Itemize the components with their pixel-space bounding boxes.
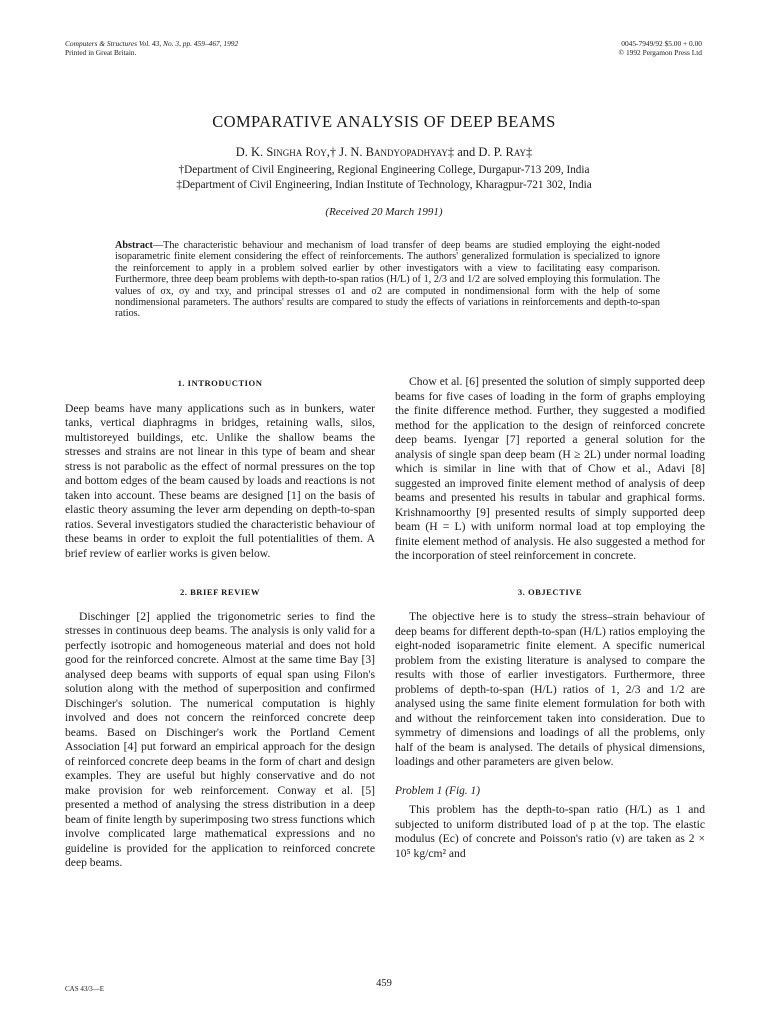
author-3-mark: ‡ xyxy=(526,145,533,159)
author-3-initials: D. P. xyxy=(478,145,506,159)
section-heading-brief-review: 2. BRIEF REVIEW xyxy=(179,587,260,597)
section-heading-introduction: 1. INTRODUCTION xyxy=(177,378,263,388)
right-column xyxy=(395,375,705,861)
review-continuation-paragraph: Chow et al. [6] presented the solution of simply supported deep beams for five cases of loading in the form of graphs employing the finite difference method. Further, they suggested a modified method for the application to the design of reinforced concrete deep beams. Iyengar [7] reported a general solution for the analysis of single span deep beam (H ≥ 2L) under normal loading which is similar in line with that of Chow et al., Adavi [8] suggested an improved finite element method of analysis of deep beams and presented his results in tabular and graphical forms. Krishnamoorthy [9] presented results of simply supported deep beam (H = L) with uniform normal load at top employing the finite element method of analysis. He also suggested a method for the incorporation of steel reinforcement in concrete. xyxy=(395,375,705,562)
journal-header-right xyxy=(619,39,703,57)
affiliation-1: †Department of Civil Engineering, Regional Engineering College, Durgapur-713 209, India xyxy=(178,164,590,176)
author-2-initials: J. N. xyxy=(339,145,366,159)
author-2-name: Bandyopadhyay xyxy=(365,145,448,159)
left-column xyxy=(65,376,375,871)
received-date: (Received 20 March 1991) xyxy=(325,206,443,218)
paper-title: COMPARATIVE ANALYSIS OF DEEP BEAMS xyxy=(212,112,556,131)
section-heading-objective: 3. OBJECTIVE xyxy=(517,586,583,597)
problem-1-heading: Problem 1 (Fig. 1) xyxy=(395,784,480,797)
author-3-name: Ray xyxy=(505,145,526,159)
journal-citation: Computers & Structures Vol. 43, No. 3, pp. 459–467, 1992 xyxy=(65,39,239,48)
footer-code: CAS 43/3—E xyxy=(65,985,105,993)
affiliation-2: ‡Department of Civil Engineering, Indian Institute of Technology, Kharagpur-721 302, India xyxy=(176,179,592,191)
abstract xyxy=(115,240,660,320)
problem-1-paragraph: This problem has the depth-to-span ratio (H/L) as 1 and subjected to uniform distributed load of p at the top. The elastic modulus (Ec) of concrete and Poisson's ratio (ν) are taken as 2 × 10⁵ kg/cm² and xyxy=(395,803,705,860)
copyright: © 1992 Pergamon Press Ltd xyxy=(618,48,702,57)
introduction-paragraph: Deep beams have many applications such as in bunkers, water tanks, vertical diaphragms in bridges, retaining walls, silos, multistoreyed buildings, etc. Unlike the shallow beams the stresses and strains are not linear in this type of beam and shear stress is not parabolic as the effect of normal pressures on the top and bottom edges of the beam caused by loads and reactions is not taken into account. These beams are designed [1] on the basis of elastic theory assuming the lever arm depending on depth-to-span ratios. Several investigators studied the characteristic behaviour of these beams in order to exploit the full potentialities of them. A brief review of earlier works is given below. xyxy=(65,401,375,560)
author-1-initials: D. K. xyxy=(235,145,267,159)
author-2-mark: ‡ and xyxy=(447,145,479,159)
abstract-label: Abstract xyxy=(115,240,153,251)
price-code: 0045-7949/92 $5.00 + 0.00 xyxy=(621,39,702,48)
author-line xyxy=(0,145,768,160)
abstract-text: —The characteristic behaviour and mechanism of load transfer of deep beams are studied employing the eight-noded isoparametric finite element considering the effect of reinforcements. The authors' generalized formulation is specialized to ignore the reinforcement to apply in a problem solved earlier by other investigators with a view to facilitating easy comparison. Furthermore, three deep beam problems with depth-to-span ratios (H/L) of 1, 2/3 and 1/2 are solved employing this formulation. The values of σx, σy and τxy, and principal stresses σ1 and σ2 are computed in nondimensional form with the help of some nondimensional parameters. The authors' results are compared to study the effects of variations in reinforcements and depth-to-span ratios. xyxy=(115,240,660,320)
author-1-name: Singha Roy xyxy=(266,145,327,159)
journal-header-left xyxy=(65,39,238,57)
objective-paragraph: The objective here is to study the stress–strain behaviour of deep beams for different depth-to-span (H/L) ratios employing the eight-noded isoparametric finite element. A specific numerical problem from the existing literature is analysed to compare the results with those of earlier investigators. Furthermore, three problems of depth-to-span (H/L) ratios of 1, 2/3 and 1/2 are analysed using the same finite element formulation for both with and without the reinforcement taken into consideration. Due to symmetry of dimensions and loadings of all the problems, only half of the beam is analysed. The details of physical dimensions, loadings and other parameters are given below. xyxy=(395,610,705,768)
author-1-mark: ,† xyxy=(326,145,340,159)
printed-in: Printed in Great Britain. xyxy=(65,48,137,57)
page-number: 459 xyxy=(376,978,392,989)
brief-review-paragraph: Dischinger [2] applied the trigonometric series to find the stresses in continuous deep beams. The analysis is only valid for a perfectly isotropic and homogeneous material and does not hold good for the reinforced concrete. Almost at the same time Bay [3] analysed deep beams with supports of equal span using Filon's solution along with the method of superposition and confirmed Dischinger's solution. The numerical computation is highly involved and does not concern the reinforced concrete deep beams. Based on Dischinger's work the Portland Cement Association [4] put forward an empirical approach for the design of reinforced concrete deep beams in the form of chart and design examples. They are useful but highly conservative and do not make provision for web reinforcement. Conway et al. [5] presented a method of analysing the stress distribution in a deep beam of finite length by superimposing two stress functions which involve complicated large mathematical expressions and no guideline is provided for the application to reinforced concrete deep beams. xyxy=(65,609,375,869)
